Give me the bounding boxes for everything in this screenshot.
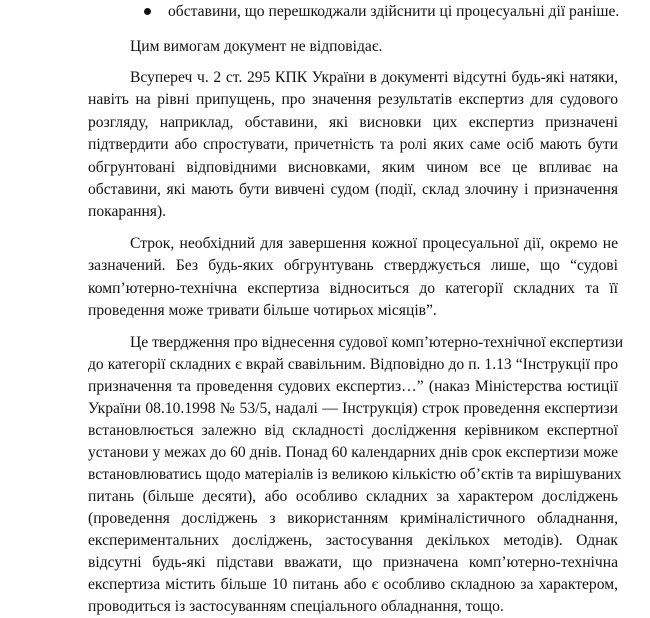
paragraph-line: призначення та проведення судових експертиз…” (наказ Міністерства юстиції: [88, 378, 618, 395]
paragraph-line: обставини, які мають бути вивчені судом (події, склад злочину і призначення: [88, 181, 618, 198]
paragraph-line: навіть на рівні припущень, про значення результатів експертиз для судового: [88, 91, 618, 108]
paragraph-line: проводиться із застосуванням спеціального обладнання, тощо.: [88, 598, 504, 615]
paragraph-line: Строк, необхідний для завершення кожної процесуальної дії, окремо не: [130, 235, 618, 252]
bullet-marker: [144, 8, 151, 15]
paragraph-line: України 08.10.1998 № 53/5, надалі — Інструкція) строк проведення експертизи: [88, 400, 618, 417]
paragraph-line: розгляду, наприклад, обставини, які висновки цих експертиз призначені: [88, 114, 618, 131]
paragraph-line: (проведення досліджень з використанням криміналістичного обладнання,: [88, 510, 618, 527]
paragraph-line: до категорії складних є вкрай свавільним. Відповідно до п. 1.13 “Інструкції про: [88, 356, 618, 373]
paragraph-line: експериментальних досліджень, застосування декількох методів). Однак: [88, 532, 618, 549]
paragraph-line: установи у межах до 60 днів. Понад 60 календарних днів срок експертизи може: [88, 444, 618, 461]
paragraph-line: зазначений. Без будь-яких обгрунтувань стверджується лише, що “судові: [88, 257, 618, 274]
paragraph-line: відсутні будь-які підстави вважати, що призначена комп’ютерно-технічна: [88, 554, 618, 571]
paragraph-line: проведення може тривати більше чотирьох місяців”.: [88, 302, 437, 319]
paragraph-line: питань (більше десяти), або особливо складних за характером досліджень: [88, 488, 618, 505]
paragraph-line: експертиза містить більше 10 питань або є особливо складною за характером,: [88, 576, 618, 593]
paragraph-line: встановлюється залежно від складності дослідження керівником експертної: [88, 422, 618, 439]
bullet-item-text: обставини, що перешкоджали здійснити ці процесуальні дії раніше.: [168, 3, 620, 20]
paragraph-line: встановлюватись щодо матеріалів із великою кількістю об’єктів та вирішуваних: [88, 466, 622, 483]
paragraph-line: Це твердження про віднесення судової комп’ютерно-технічної експертизи: [130, 334, 624, 351]
paragraph-line: покарання).: [88, 203, 167, 220]
paragraph-requirements-mismatch: Цим вимогам документ не відповідає.: [130, 38, 383, 55]
paragraph-line: обгрунтовані відповідними висновками, яким чином все це впливає на: [88, 159, 618, 176]
paragraph-line: комп’ютерно-технічна експертиза відноситься до категорії складних та її: [88, 280, 618, 297]
paragraph-line: Всупереч ч. 2 ст. 295 КПК України в документі відсутні будь-які натяки,: [130, 69, 618, 86]
paragraph-line: підтвердити або спростувати, причетність та ролі яких саме осіб мають бути: [88, 136, 618, 153]
